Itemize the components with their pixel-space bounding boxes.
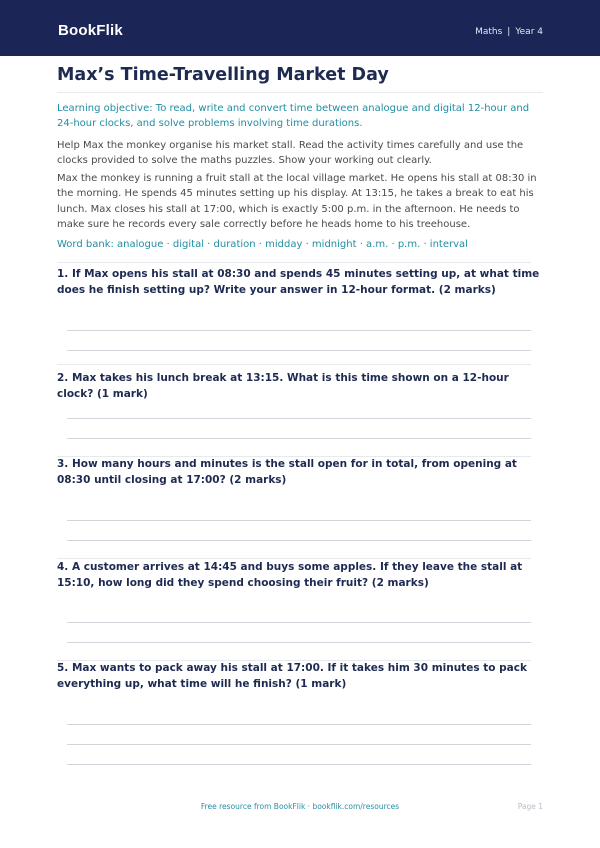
title-divider xyxy=(57,92,543,93)
year-label: Year 4 xyxy=(515,27,543,37)
answer-line[interactable] xyxy=(67,330,531,331)
answer-line[interactable] xyxy=(67,642,531,643)
question-divider xyxy=(57,364,531,365)
word-bank: Word bank: analogue · digital · duration · midday · midnight · a.m. · p.m. · interval xyxy=(57,239,468,250)
question-2: 2. Max takes his lunch break at 13:15. What is this time shown on a 12-hour clock? (1 mark) xyxy=(57,372,509,400)
page-title: Max’s Time-Travelling Market Day xyxy=(57,65,389,85)
meta-separator: | xyxy=(507,27,511,37)
answer-line[interactable] xyxy=(67,622,531,623)
header-bar xyxy=(0,0,600,56)
question-divider xyxy=(57,558,531,559)
question-4: 4. A customer arrives at 14:45 and buys some apples. If they leave the stall at 15:10, how long did they spend choosing their fruit? (2 marks) xyxy=(57,561,523,589)
answer-line[interactable] xyxy=(67,438,531,439)
answer-line[interactable] xyxy=(67,540,531,541)
brand-logo[interactable]: BookFlik xyxy=(58,22,123,39)
question-5: 5. Max wants to pack away his stall at 17:00. If it takes him 30 minutes to pack everything up, what time will he finish? (1 mark) xyxy=(57,662,527,690)
learning-objective: Learning objective: To read, write and convert time between analogue and digital 12-hour and 24-hour clocks, and solve problems involving time durations. xyxy=(57,103,530,130)
answer-line[interactable] xyxy=(67,418,531,419)
story-paragraph: Max the monkey is running a fruit stall at the local village market. He opens his stall at 08:30 in the morning. He spends 45 minutes setting up his display. At 13:15, he takes a break to eat his lunch. Max closes his stall at 17:00, which is exactly 5:00 p.m. in the afternoon. He needs to make sure he records every sale correctly before he heads home to his treehouse. xyxy=(57,173,537,231)
footer-credit[interactable]: Free resource from BookFlik · bookflik.com/resources xyxy=(200,802,400,811)
question-1: 1. If Max opens his stall at 08:30 and spends 45 minutes setting up, at what time does he finish setting up? Write your answer in 12-hour format. (2 marks) xyxy=(57,268,540,296)
answer-line[interactable] xyxy=(67,744,531,745)
intro-paragraph: Help Max the monkey organise his market stall. Read the activity times carefully and use the clocks provided to solve the maths puzzles. Show your working out clearly. xyxy=(57,140,524,167)
question-3: 3. How many hours and minutes is the stall open for in total, from opening at 08:30 until closing at 17:00? (2 marks) xyxy=(57,458,517,486)
subject-label: Maths xyxy=(475,27,503,37)
answer-line[interactable] xyxy=(67,764,531,765)
answer-line[interactable] xyxy=(67,520,531,521)
subject-meta xyxy=(475,26,543,38)
answer-line[interactable] xyxy=(67,350,531,351)
page-number: Page 1 xyxy=(517,802,543,811)
question-divider xyxy=(57,262,531,263)
answer-line[interactable] xyxy=(67,724,531,725)
